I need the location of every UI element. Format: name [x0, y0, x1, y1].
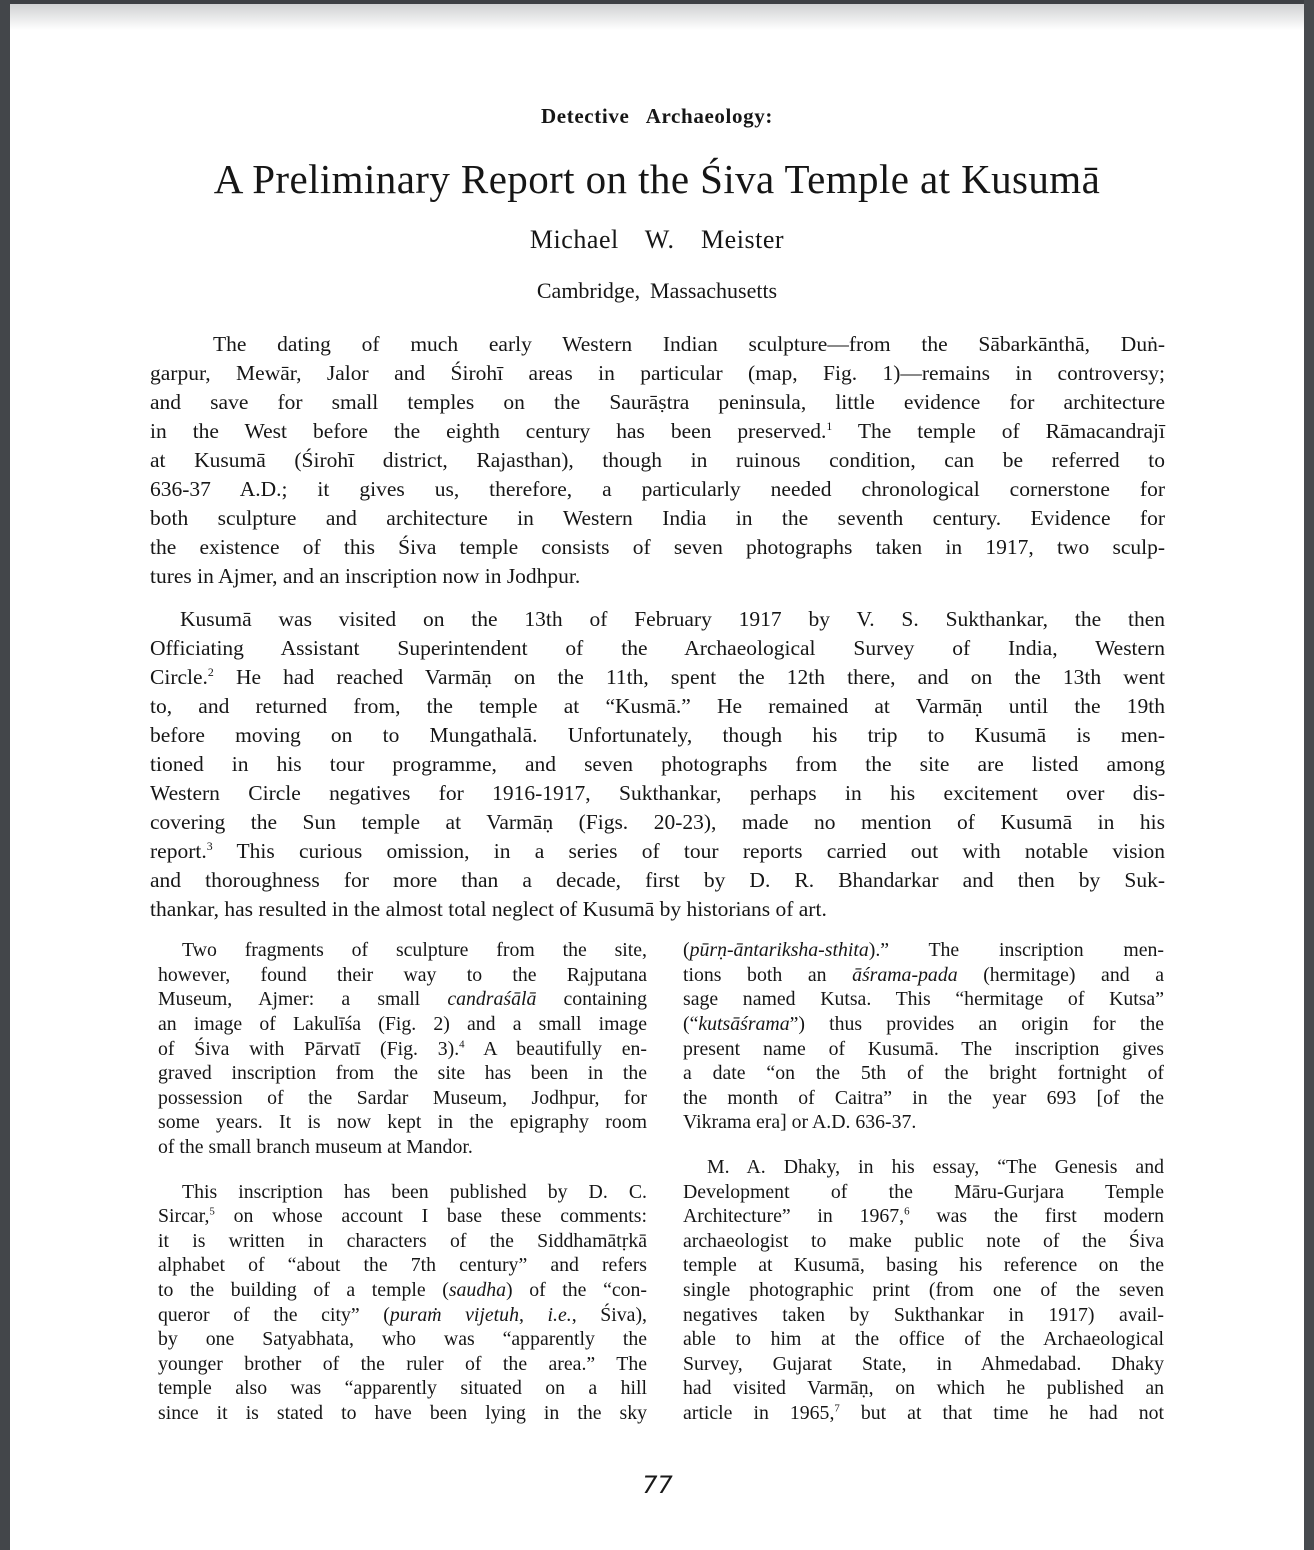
text-line: Sircar,$^5$ on whose account I base these comments: [158, 1205, 647, 1228]
text-line: had visited Varmāṇ, on which he published an [683, 1377, 1164, 1400]
text-line: it is written in characters of the Siddhamātṛkā [158, 1229, 647, 1252]
text-line: temple at Kusumā, basing his reference on the [683, 1254, 1164, 1277]
intro-paragraph-2 [150, 605, 1165, 924]
right-column-paragraph-1 [683, 938, 1164, 1135]
text-line: of Śiva with Pārvatī (Fig. 3).$^4$ A beautifully en- [158, 1037, 647, 1060]
text-line: possession of the Sardar Museum, Jodhpur, for [158, 1086, 647, 1109]
text-line: archaeologist to make public note of the Śiva [683, 1229, 1164, 1252]
text-line: article in 1965,$^7$ but at that time he had not [683, 1401, 1164, 1424]
text-line: Development of the Māru-Gurjara Temple [683, 1180, 1164, 1203]
text-line: queror of the city” (puraṁ vijetuh, i.e., Śiva), [158, 1303, 647, 1326]
text-line: Circle.$^2$ He had reached Varmāṇ on the 11th, spent the 12th there, and on the 13th went [150, 665, 1165, 690]
scan-edge-top-shadow [0, 4, 1314, 30]
text-line: some years. It is now kept in the epigraphy room [158, 1111, 647, 1134]
text-line: Western Circle negatives for 1916-1917, Sukthankar, perhaps in his excitement over dis- [150, 781, 1165, 806]
text-line: present name of Kusumā. The inscription gives [683, 1037, 1164, 1060]
text-line: Architecture” in 1967,$^6$ was the first modern [683, 1205, 1164, 1228]
text-line: tions both an āśrama-pada (hermitage) and a [683, 963, 1164, 986]
text-line: temple also was “apparently situated on a hill [158, 1377, 647, 1400]
text-line: Two fragments of sculpture from the site, [182, 939, 647, 962]
text-line: This inscription has been published by D. C. [182, 1180, 647, 1203]
text-line: 636-37 A.D.; it gives us, therefore, a particularly needed chronological cornerstone for [150, 477, 1165, 502]
text-line: M. A. Dhaky, in his essay, “The Genesis and [707, 1155, 1164, 1178]
text-line: The dating of much early Western Indian sculpture—from the Sābarkānthā, Duṅ- [213, 332, 1165, 357]
right-column [683, 938, 1164, 1445]
left-column [158, 938, 647, 1445]
text-line: (“kutsāśrama”) thus provides an origin for the [683, 1012, 1164, 1035]
text-line: at Kusumā (Śirohī district, Rajasthan), though in ruinous condition, can be referred to [150, 448, 1165, 473]
text-line: thankar, has resulted in the almost total neglect of Kusumā by historians of art. [150, 897, 827, 922]
scan-edge-left [0, 0, 10, 1550]
text-line: Survey, Gujarat State, in Ahmedabad. Dhaky [683, 1352, 1164, 1375]
text-line: an image of Lakulīśa (Fig. 2) and a small image [158, 1012, 647, 1035]
two-column-section [158, 938, 1164, 1445]
text-line: sage named Kutsa. This “hermitage of Kutsa” [683, 988, 1164, 1011]
text-line: Kusumā was visited on the 13th of February 1917 by V. S. Sukthankar, the then [180, 607, 1165, 632]
text-line: in the West before the eighth century has been preserved.$^1$ The temple of Rāmacandrajī [150, 419, 1165, 444]
text-line: Officiating Assistant Superintendent of the Archaeological Survey of India, Western [150, 636, 1165, 661]
intro-section [150, 330, 1165, 924]
scan-edge-top [0, 0, 1314, 4]
text-line: the month of Caitra” in the year 693 [of the [683, 1086, 1164, 1109]
text-line: however, found their way to the Rajputana [158, 963, 647, 986]
left-column-paragraph-1 [158, 938, 647, 1159]
text-line: and thoroughness for more than a decade, first by D. R. Bhandarkar and then by Suk- [150, 868, 1165, 893]
author-location: Cambridge, Massachusetts [536, 278, 778, 304]
text-line: to the building of a temple (saudha) of the “con- [158, 1278, 647, 1301]
text-line: Vikrama era] or A.D. 636-37. [683, 1111, 917, 1134]
text-line: the existence of this Śiva temple consists of seven photographs taken in 1917, two sculp- [150, 535, 1165, 560]
author-name: Michael W. Meister [529, 225, 785, 255]
page-number: 77 [642, 1471, 673, 1500]
text-line: Museum, Ajmer: a small candraśālā containing [158, 988, 647, 1011]
left-column-paragraph-2 [158, 1180, 647, 1426]
text-line: by one Satyabhata, who was “apparently the [158, 1328, 647, 1351]
series-kicker: Detective Archaeology: [540, 104, 774, 128]
scan-edge-right [1304, 0, 1314, 1550]
text-line: graved inscription from the site has been in the [158, 1062, 647, 1085]
text-line: before moving on to Mungathalā. Unfortunately, though his trip to Kusumā is men- [150, 723, 1165, 748]
text-line: to, and returned from, the temple at “Kusmā.” He remained at Varmāṇ until the 19th [150, 694, 1165, 719]
right-column-paragraph-2 [683, 1155, 1164, 1426]
text-line: negatives taken by Sukthankar in 1917) avail- [683, 1303, 1164, 1326]
text-line: single photographic print (from one of the seven [683, 1278, 1164, 1301]
text-line: alphabet of “about the 7th century” and refers [158, 1254, 647, 1277]
text-line: covering the Sun temple at Varmāṇ (Figs. 20-23), made no mention of Kusumā in his [150, 810, 1165, 835]
text-line: (pūrṇ-āntariksha-sthita).” The inscription men- [683, 939, 1164, 962]
intro-paragraph-1 [150, 330, 1165, 591]
text-line: report.$^3$ This curious omission, in a series of tour reports carried out with notable vision [150, 839, 1165, 864]
text-line: able to him at the office of the Archaeological [683, 1328, 1164, 1351]
text-line: and save for small temples on the Saurāṣtra peninsula, little evidence for architecture [150, 390, 1165, 415]
text-line: of the small branch museum at Mandor. [158, 1135, 473, 1158]
text-line: a date “on the 5th of the bright fortnight of [683, 1062, 1164, 1085]
text-line: garpur, Mewār, Jalor and Śirohī areas in particular (map, Fig. 1)—remains in controversy; [150, 361, 1165, 386]
text-line: tures in Ajmer, and an inscription now in Jodhpur. [150, 564, 581, 589]
page-title: A Preliminary Report on the Śiva Temple at Kusumā [213, 156, 1101, 202]
text-line: tioned in his tour programme, and seven photographs from the site are listed among [150, 752, 1165, 777]
text-line: younger brother of the ruler of the area.” The [158, 1352, 647, 1375]
text-line: both sculpture and architecture in Western India in the seventh century. Evidence for [150, 506, 1165, 531]
text-line: since it is stated to have been lying in the sky [158, 1401, 647, 1424]
